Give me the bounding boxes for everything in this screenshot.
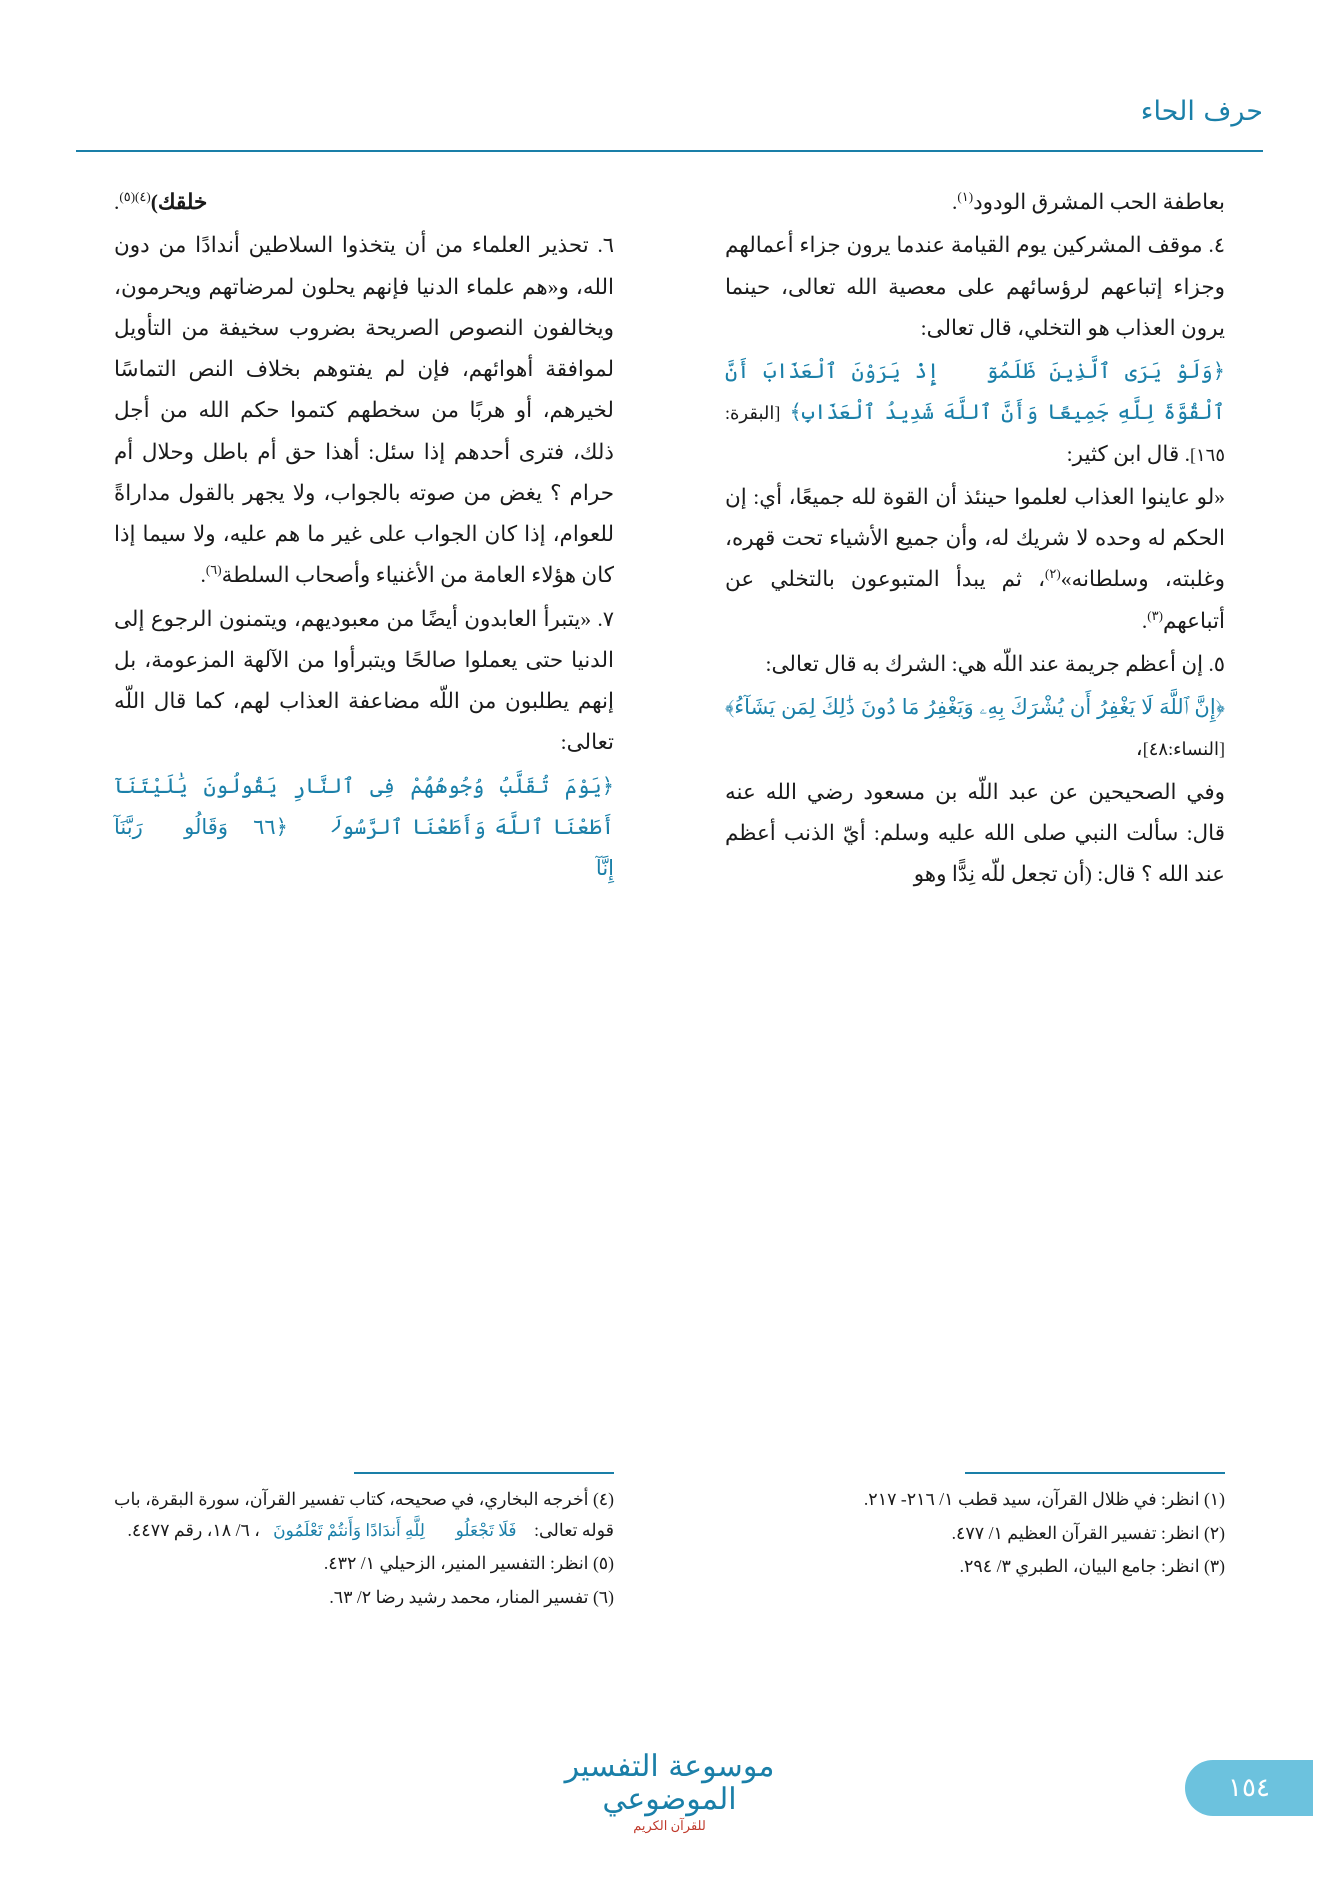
footnote-5-text: انظر: التفسير المنير، الزحيلي ١/ ٤٣٢.	[323, 1553, 589, 1574]
paragraph-khalaqak	[114, 182, 614, 223]
list-number-4: ٤.	[1208, 233, 1225, 258]
list-number-6: ٦.	[597, 233, 614, 258]
paragraph-item-4-text: موقف المشركين يوم القيامة عندما يرون جزاء أعمالهم وجزاء إتباعهم لرؤسائهم على معصية الله تعالى، حينما يرون العذاب هو التخلي، قال تعالى:	[725, 233, 1225, 340]
footnote-1-text: انظر: في ظلال القرآن، سيد قطب ١/ ٢١٦- ٢١٧.	[863, 1489, 1200, 1509]
paragraph-item-6-tail: .	[200, 563, 206, 588]
paragraph-ibn-kathir-tail: ، ثم يبدأ المتبوعون بالتخلي عن أتباعهم	[725, 567, 1225, 633]
column-right	[725, 182, 1225, 898]
paragraph-item-7-text: «يتبرأ العابدون أيضًا من معبوديهم، ويتمنون الرجوع إلى الدنيا حتى يعملوا صالحًا ويتبرأوا من الآلهة المزعومة، بل إنهم يطلبون من اللّه مضاعفة العذاب لهم، كما قال اللّه تعالى:	[114, 606, 614, 755]
list-number-5: ٥.	[1208, 651, 1225, 676]
header-divider	[76, 150, 1263, 152]
footnote-6	[114, 1582, 614, 1613]
paragraph-ibn-kathir	[725, 477, 1225, 642]
footnote-marker-1: (١)	[957, 188, 974, 204]
quran-verse-2: ﴿إِنَّ ٱللَّهَ لَا يَغْفِرُ أَن يُشْرَكَ بِهِۦ وَيَغْفِرُ مَا دُونَ ذَٰلِكَ لِمَن يَشَآءُ﴾	[725, 695, 1225, 720]
footnote-marker-3: (٣)	[1147, 607, 1163, 623]
footnote-marker-4-5: (٤)(٥)	[119, 188, 151, 204]
paragraph-item-5	[725, 644, 1225, 685]
paragraph-item-5-text: إن أعظم جريمة عند اللّه هي: الشرك به قال تعالى:	[765, 651, 1204, 676]
footnote-4-text-before: أخرجه البخاري، في صحيحه، كتاب تفسير القرآن، سورة البقرة، باب قوله تعالى:	[114, 1489, 614, 1540]
publisher-logo-sub: للقرآن الكريم	[633, 1818, 706, 1833]
footnote-3	[725, 1551, 1225, 1582]
footnote-4-text-after: ، ٦/ ١٨، رقم ٤٤٧٧.	[127, 1519, 260, 1540]
footnote-3-marker: (٣)	[1203, 1556, 1225, 1577]
quran-verse-1: ﴿وَلَوْ يَرَى ٱلَّذِينَ ظَلَمُوٓا۟ إِذْ يَرَوْنَ ٱلْعَذَابَ أَنَّ ٱلْقُوَّةَ لِلَّهِ جَمِيعًا وَأَنَّ ٱللَّهَ شَدِيدُ ٱلْعَذَابِ﴾	[725, 359, 1226, 425]
paragraph-ibn-kathir-tail-2: .	[1141, 608, 1148, 633]
paragraph-sahihain	[725, 772, 1225, 896]
footnotes-divider-left	[354, 1472, 614, 1474]
footnote-1-marker: (١)	[1203, 1489, 1225, 1509]
paragraph-habb-text: بعاطفة الحب المشرق الودود	[973, 190, 1225, 214]
paragraph-ibn-kathir-text: «لو عاينوا العذاب لعلموا حينئذ أن القوة لله جميعًا، أي: إن الحكم له وحده لا شريك له، وأن جميع الأشياء تحت قهره، وغلبته، وسلطانه»	[725, 484, 1225, 592]
publisher-logo-main: موسوعة التفسير الموضوعي	[564, 1749, 775, 1817]
footnote-marker-6: (٦)	[205, 562, 222, 578]
footnote-1	[725, 1484, 1225, 1515]
footnotes-section	[76, 1472, 1263, 1702]
quran-verse-1-reference: [البقرة: ١٦٥]	[725, 403, 1225, 465]
footnote-6-marker: (٦)	[592, 1587, 614, 1607]
paragraph-habb	[725, 182, 1225, 223]
footnote-2-text: انظر: تفسير القرآن العظيم ١/ ٤٧٧.	[951, 1522, 1200, 1543]
paragraph-item-4	[725, 225, 1225, 349]
list-number-7: ٧.	[597, 606, 614, 631]
footnote-marker-2: (٢)	[1045, 566, 1061, 582]
footnote-4	[114, 1484, 614, 1545]
page-header	[76, 96, 1263, 158]
paragraph-sahihain-text: وفي الصحيحين عن عبد اللّه بن مسعود رضي الله عنه قال: سألت النبي صلى الله عليه وسلم: أيّ الذنب أعظم عند الله ؟ قال: (أن تجعل للّه نِدًّا وهو	[725, 779, 1225, 887]
footnote-2-marker: (٢)	[1203, 1522, 1225, 1543]
paragraph-khalaqak-tail: .	[114, 190, 120, 214]
page-footer	[0, 1736, 1339, 1846]
quran-verse-1-after: . قال ابن كثير:	[1066, 441, 1190, 466]
footnote-5-marker: (٥)	[592, 1553, 614, 1574]
page-header-title: حرف الحاء	[1140, 96, 1263, 127]
paragraph-item-6	[114, 225, 614, 596]
quran-verse-2-after: ،	[1135, 736, 1143, 761]
paragraph-khalaqak-text: خلقك)	[150, 190, 208, 214]
footnote-4-quran: ﴿فَلَا تَجْعَلُوا۟ لِلَّهِ أَندَادًا وَأَنتُمْ تَعْلَمُونَ﴾	[259, 1520, 530, 1540]
paragraph-item-6-text: تحذير العلماء من أن يتخذوا السلاطين أندادًا من دون الله، و«هم علماء الدنيا فإنهم يحلون لمرضاتهم ويحرمون، ويخالفون النصوص الصريحة بضروب سخيفة من التأويل لموافقة أهوائهم، فإن لم يفتوهم بخلاف النص التماسًا لخيرهم، أو هربًا من سخطهم كتموا حكم الله من أجل ذلك، فترى أحدهم إذا سئل: أهذا حق أم باطل وحلال أم حرام ؟ يغض من صوته بالجواب، ولا يجهر بالقول مداراةً للعوام، إذا كان الجواب على غير ما هم عليه، ولا سيما إذا كان هؤلاء العامة من الأغنياء وأصحاب السلطة	[114, 233, 614, 588]
column-left	[114, 182, 614, 892]
footnote-6-text: تفسير المنار، محمد رشيد رضا ٢/ ٦٣.	[329, 1587, 589, 1607]
quran-verse-2-block	[725, 687, 1225, 770]
page-number-badge: ١٥٤	[1185, 1760, 1313, 1816]
footnote-5	[114, 1548, 614, 1579]
publisher-logo	[510, 1750, 830, 1834]
paragraph-item-7	[114, 599, 614, 764]
quran-verse-3: ﴿يَوْمَ تُقَلَّبُ وُجُوهُهُمْ فِى ٱلنَّارِ يَقُولُونَ يَٰلَيْتَنَآ أَطَعْنَا ٱللَّهَ وَأَطَعْنَا ٱلرَّسُولَا۠ ﴿٦٦﴾ وَقَالُوا۟ رَبَّنَآ إِنَّآ	[114, 773, 614, 881]
quran-verse-2-reference: [النساء:٤٨]	[1142, 739, 1225, 760]
footnotes-divider-right	[965, 1472, 1225, 1474]
footnote-2	[725, 1518, 1225, 1549]
quran-verse-1-block	[725, 351, 1225, 475]
paragraph-habb-tail: .	[952, 190, 958, 214]
quran-verse-3-block	[114, 766, 614, 890]
footnotes-left	[114, 1472, 614, 1616]
body-columns	[76, 182, 1263, 1212]
footnotes-right	[725, 1472, 1225, 1585]
footnote-4-marker: (٤)	[592, 1489, 614, 1509]
footnote-3-text: انظر: جامع البيان، الطبري ٣/ ٢٩٤.	[959, 1556, 1200, 1577]
